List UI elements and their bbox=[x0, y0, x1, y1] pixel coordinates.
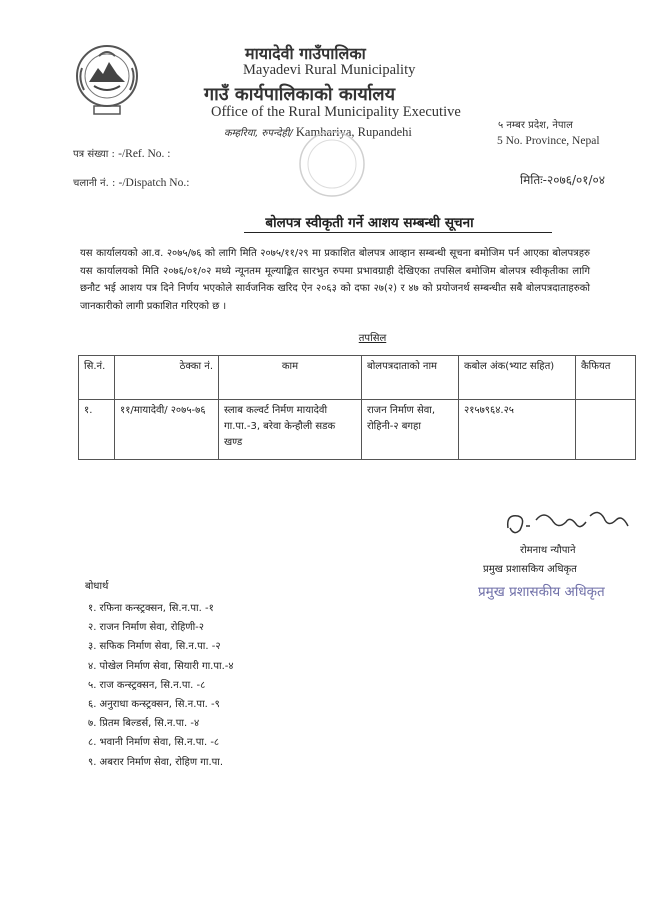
header-sn: सि.नं. bbox=[79, 356, 115, 400]
list-item: ६. अनुराधा कन्स्ट्रक्सन, सि.न.पा. -९ bbox=[88, 698, 220, 710]
province-nepali: ५ नम्बर प्रदेश, नेपाल bbox=[498, 120, 573, 131]
header-remarks: कैफियत bbox=[576, 356, 636, 400]
copy-to-list bbox=[88, 599, 234, 772]
location-english: Kamhariya, Rupandehi bbox=[292, 125, 412, 139]
signatory-name: रोमनाथ न्यौपाने bbox=[520, 545, 576, 556]
municipality-name-english: Mayadevi Rural Municipality bbox=[243, 62, 416, 78]
designation-stamp: प्रमुख प्रशासकीय अधिकृत bbox=[478, 584, 605, 600]
list-item: १. रफिना कन्स्ट्रक्सन, सि.न.पा. -१ bbox=[88, 603, 214, 614]
dispatch-label-english: -/Dispatch No.: bbox=[118, 177, 190, 189]
header-contract-no: ठेक्का नं. bbox=[115, 356, 219, 400]
reference-number bbox=[73, 146, 171, 160]
notice-title bbox=[0, 213, 661, 231]
office-round-stamp bbox=[292, 128, 372, 200]
dispatch-number bbox=[73, 175, 189, 189]
header-bid-amount: कबोल अंक(भ्याट सहित) bbox=[459, 356, 576, 400]
table-row bbox=[79, 400, 636, 460]
nepal-emblem-logo bbox=[72, 38, 142, 120]
notice-body: यस कार्यालयको आ.व. २०७५/७६ को लागि मिति २०७५/११/२९ मा प्रकाशित बोलपत्र आव्हान सम्बन्धी सूचना बमोजिम पर्न आएका बोलपत्रहरु यस कार्यालयको मिति २०७६/०१/०२ मध्ये न्यूनतम मूल्याङ्कित सारभुत रुपमा प्रभावग्राही देखिएका तपसिल बमोजिम बोलपत्र स्वीकृतीका लागि छनौट भई आशय पत्र दिने निर्णय भएकोले सार्वजनिक खरिद ऐन २०६३ को दफा २७(२) र ४७ को प्रयोजनर्थ सम्बन्धीत सबै बोलपत्रदाताहरुको जानकारीको लागी प्रकाशित गरिएको छ । bbox=[80, 248, 590, 312]
list-item: २. राजन निर्माण सेवा, रोहिणी-२ bbox=[88, 622, 204, 634]
title-underline bbox=[244, 232, 552, 233]
municipality-name-nepali: मायादेवी गाउँपालिका bbox=[245, 44, 366, 63]
cell-bid-amount: २१५७९६४.२५ bbox=[459, 400, 576, 460]
cell-remarks bbox=[576, 400, 636, 460]
ref-label-english: -/Ref. No. : bbox=[118, 148, 171, 160]
list-item: ५. राज कन्स्ट्रक्सन, सि.न.पा. -८ bbox=[88, 679, 206, 691]
list-item: ७. प्रितम बिल्डर्स, सि.न.पा. -४ bbox=[88, 718, 200, 730]
copy-to-heading: बोधार्थ bbox=[85, 581, 109, 592]
handwritten-signature bbox=[500, 506, 640, 542]
list-item: ९. अबरार निर्माण सेवा, रोहिण गा.पा. bbox=[88, 756, 224, 768]
cell-bidder-name: राजन निर्माण सेवा, रोहिनी-२ बगहा bbox=[362, 400, 459, 460]
header-bidder-name: बोलपत्रदाताको नाम bbox=[362, 356, 459, 400]
office-name-nepali: गाउँ कार्यपालिकाको कार्यालय bbox=[204, 84, 396, 105]
signatory-designation: प्रमुख प्रशासकिय अधिकृत bbox=[483, 564, 577, 575]
province-english: 5 No. Province, Nepal bbox=[497, 135, 600, 147]
dispatch-label-nepali: चलानी नं. : bbox=[73, 178, 116, 189]
header-work: काम bbox=[219, 356, 362, 400]
ref-label-nepali: पत्र संख्या : bbox=[73, 149, 115, 160]
office-name-english: Office of the Rural Municipality Executive bbox=[211, 104, 461, 120]
letter-date: मितिः-२०७६/०१/०४ bbox=[520, 173, 605, 187]
table-header-row bbox=[79, 356, 636, 400]
contract-table bbox=[78, 355, 636, 460]
list-item: ८. भवानी निर्माण सेवा, सि.न.पा. -८ bbox=[88, 737, 220, 749]
schedule-heading bbox=[0, 330, 661, 344]
cell-sn: १. bbox=[79, 400, 115, 460]
cell-contract-no: ११/मायादेवी/ २०७५-७६ bbox=[115, 400, 219, 460]
notice-title-text: बोलपत्र स्वीकृती गर्ने आशय सम्बन्धी सूचना bbox=[265, 215, 474, 231]
location-nepali: कम्हरिया, रुपन्देही/ bbox=[224, 128, 293, 139]
schedule-heading-text: तपसिल bbox=[358, 333, 387, 344]
cell-work: स्लाब कल्वर्ट निर्मण मायादेवी गा.पा.-3, बरेवा केन्हौली सडक खण्ड bbox=[219, 400, 362, 460]
list-item: ३. सफिक निर्माण सेवा, सि.न.पा. -२ bbox=[88, 641, 221, 653]
list-item: ४. पोखेल निर्माण सेवा, सियारी गा.पा.-४ bbox=[88, 660, 234, 672]
